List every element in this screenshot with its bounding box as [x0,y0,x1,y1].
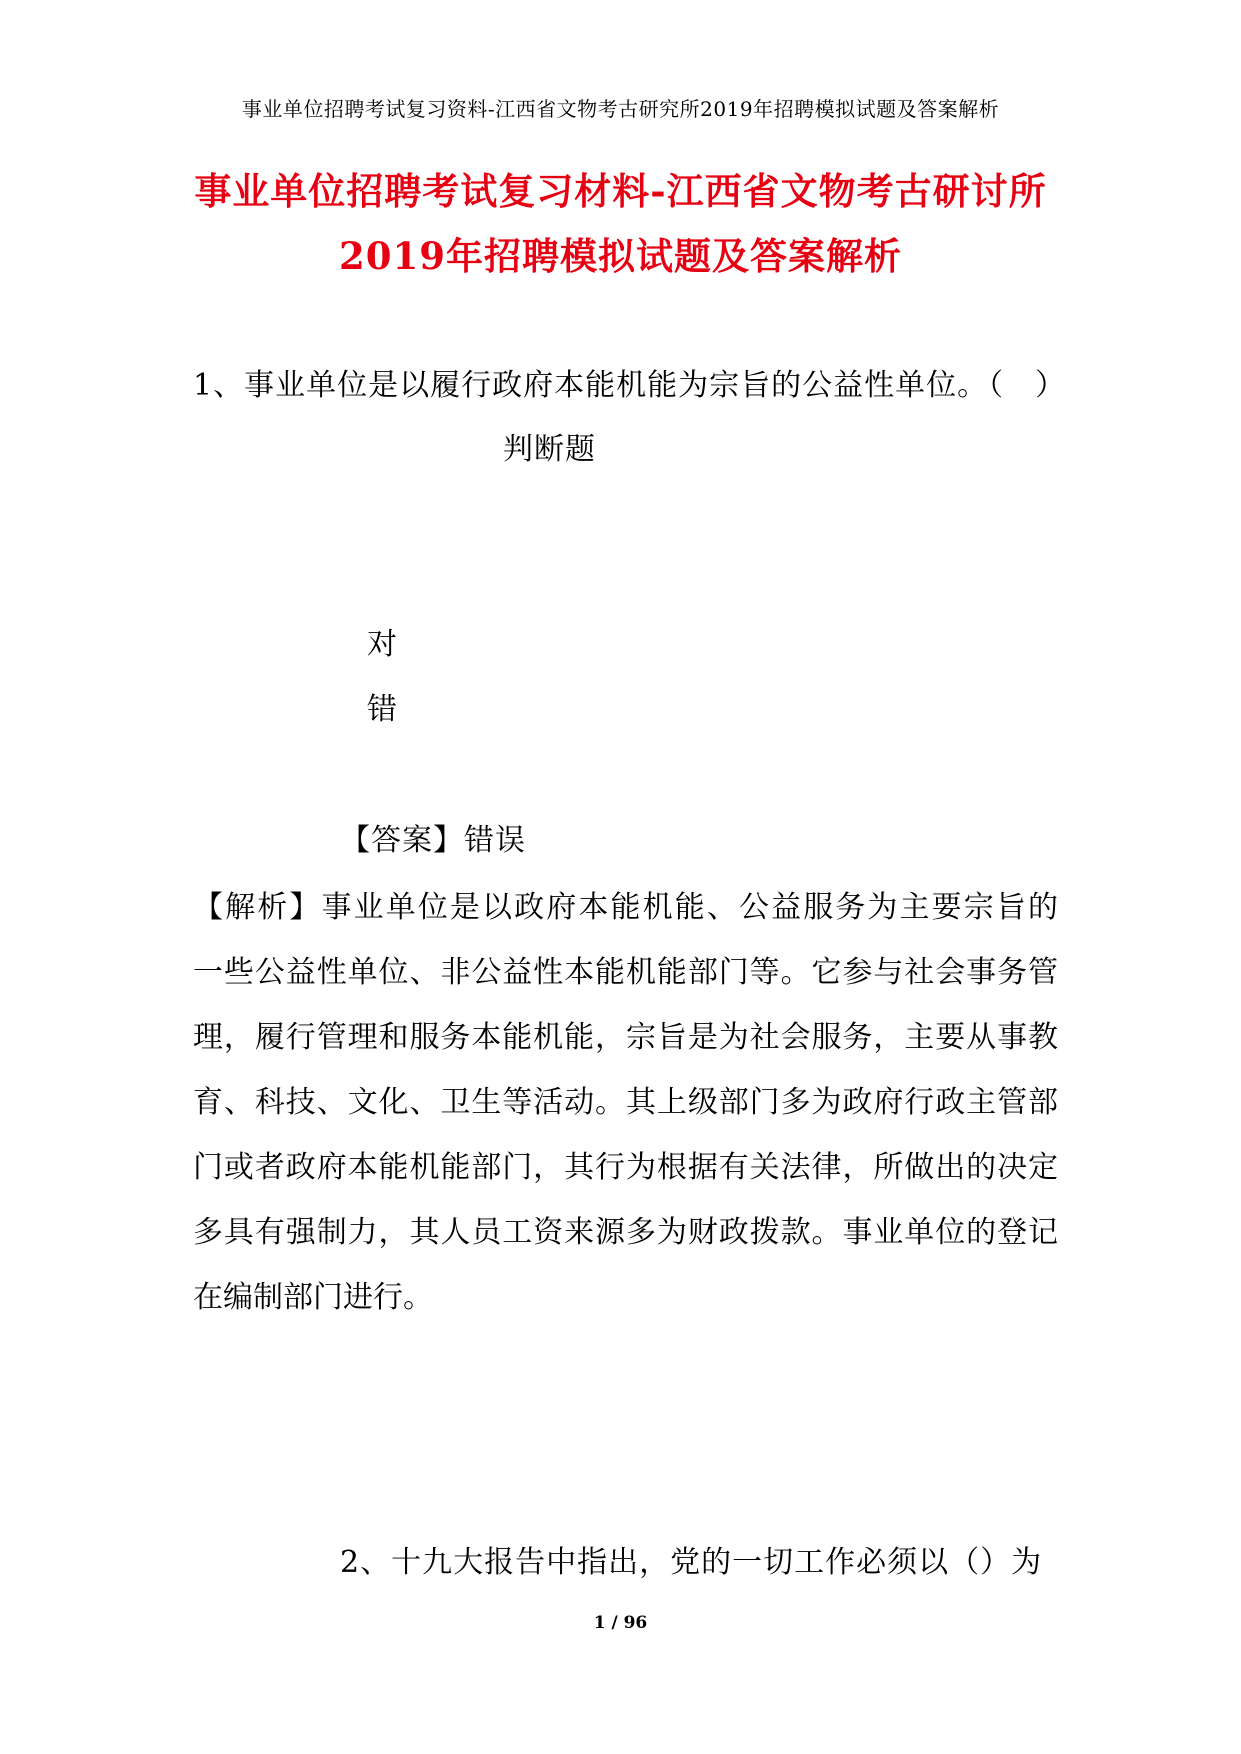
running-header: 事业单位招聘考试复习资料-江西省文物考古研究所2019年招聘模拟试题及答案解析 [241,97,1000,121]
analysis-line-text: 事业单位是以政府本能机能、公益服务为主要宗旨的 [321,890,1059,925]
analysis-line: 在编制部门进行。 [193,1280,433,1315]
analysis-line: 多具有强制力，其人员工资来源多为财政拨款。事业单位的登记 [193,1215,1058,1250]
question-1-answer [340,823,526,859]
document-title-line-2: 2019年招聘模拟试题及答案解析 [339,234,902,278]
question-2-text: 2、十九大报告中指出，党的一切工作必须以（）为 [340,1545,1043,1580]
document-title-line-1: 事业单位招聘考试复习材料-江西省文物考古研讨所 [194,169,1047,213]
question-1-text: 1、事业单位是以履行政府本能机能为宗旨的公益性单位。（ ） [193,368,1067,403]
analysis-label: 【解析】 [193,890,322,925]
analysis-line [193,875,1058,940]
answer-value: 错误 [464,823,526,858]
question-1-option-false: 错 [367,692,398,727]
question-1-analysis [193,875,1058,1330]
analysis-line: 一些公益性单位、非公益性本能机能部门等。它参与社会事务管 [193,955,1058,990]
page-number: 1 / 96 [593,1613,648,1633]
analysis-line: 育、科技、文化、卫生等活动。其上级部门多为政府行政主管部 [193,1085,1058,1120]
answer-label: 【答案】 [340,823,464,858]
question-1-option-true: 对 [367,627,398,662]
analysis-line: 理，履行管理和服务本能机能，宗旨是为社会服务，主要从事教 [193,1020,1058,1055]
analysis-line: 门或者政府本能机能部门，其行为根据有关法律，所做出的决定 [193,1150,1058,1185]
question-1-type-label: 判断题 [503,432,596,467]
